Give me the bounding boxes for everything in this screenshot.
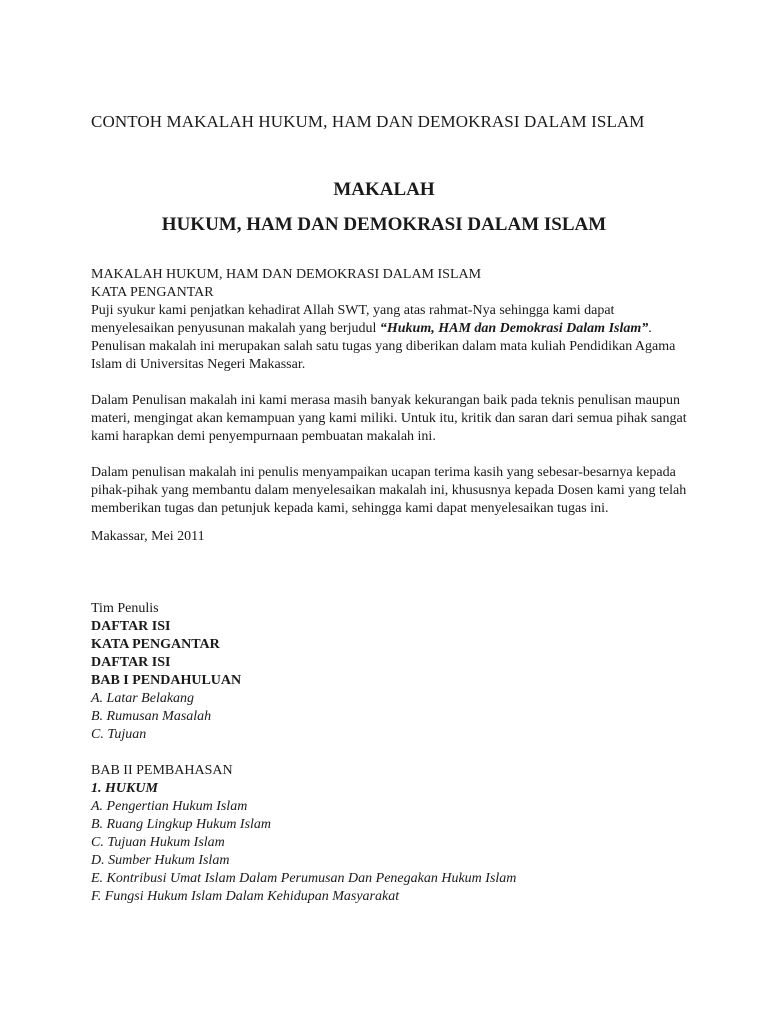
place-date: Makassar, Mei 2011 xyxy=(91,529,205,544)
toc-list-item: B. Rumusan Masalah xyxy=(91,709,212,724)
toc-list-item: B. Ruang Lingkup Hukum Islam xyxy=(91,817,272,832)
signature: Tim Penulis xyxy=(91,601,159,616)
document-body xyxy=(91,266,691,906)
toc-list-item: C. Tujuan xyxy=(91,727,147,742)
paragraph-intro-end: . Penulisan makalah ini merupakan salah satu tugas yang diberikan dalam mata kuliah Pendidikan Agama Islam di Universitas Negeri Makassar. xyxy=(91,321,676,372)
toc-bab-2-subheading: 1. HUKUM xyxy=(91,781,158,796)
toc-list-item: F. Fungsi Hukum Islam Dalam Kehidupan Masyarakat xyxy=(91,889,400,904)
kata-pengantar-heading: KATA PENGANTAR xyxy=(91,285,214,300)
paragraph-intro-title: “Hukum, HAM dan Demokrasi Dalam Islam” xyxy=(379,321,649,336)
toc-list-item: D. Sumber Hukum Islam xyxy=(91,853,230,868)
toc-item-kata-pengantar: KATA PENGANTAR xyxy=(91,637,220,652)
section-heading: MAKALAH HUKUM, HAM DAN DEMOKRASI DALAM ISLAM xyxy=(91,267,482,282)
toc-spacer xyxy=(91,744,691,762)
toc-list-item: C. Tujuan Hukum Islam xyxy=(91,835,225,850)
makalah-title: MAKALAH xyxy=(333,179,435,200)
toc-list-item: A. Pengertian Hukum Islam xyxy=(91,799,248,814)
toc-list-item: E. Kontribusi Umat Islam Dalam Perumusan Dan Penegakan Hukum Islam xyxy=(91,871,517,886)
document-title: CONTOH MAKALAH HUKUM, HAM DAN DEMOKRASI DALAM ISLAM xyxy=(91,112,645,131)
signature-spacer xyxy=(91,546,691,600)
toc-item-daftar-isi: DAFTAR ISI xyxy=(91,655,171,670)
table-of-contents xyxy=(91,618,691,906)
toc-bab-1: BAB I PENDAHULUAN xyxy=(91,673,242,688)
toc-heading: DAFTAR ISI xyxy=(91,619,171,634)
paragraph-intro-start: Puji syukur kami penjatkan kehadirat Allah SWT, yang atas rahmat-Nya sehingga kami dapat menyelesaikan penyusunan makalah yang berjudul xyxy=(91,303,615,336)
makalah-subtitle: HUKUM, HAM DAN DEMOKRASI DALAM ISLAM xyxy=(161,214,607,235)
toc-list-item: A. Latar Belakang xyxy=(91,691,195,706)
paragraph-shortcomings: Dalam Penulisan makalah ini kami merasa masih banyak kekurangan baik pada teknis penulisan maupun materi, mengingat akan kemampuan yang kami miliki. Untuk itu, kritik dan saran dari semua pihak sangat kami harapkan demi penyempurnaan pembuatan makalah ini. xyxy=(91,393,687,444)
paragraph-thanks: Dalam penulisan makalah ini penulis menyampaikan ucapan terima kasih yang sebesar-besarnya kepada pihak-pihak yang membantu dalam menyelesaikan makalah ini, khususnya kepada Dosen kami yang telah memberikan tugas dan petunjuk kepada kami, sehingga kami dapat menyelesaikan tugas ini. xyxy=(91,465,687,516)
toc-bab-2: BAB II PEMBAHASAN xyxy=(91,763,233,778)
paragraph-intro xyxy=(91,302,691,374)
